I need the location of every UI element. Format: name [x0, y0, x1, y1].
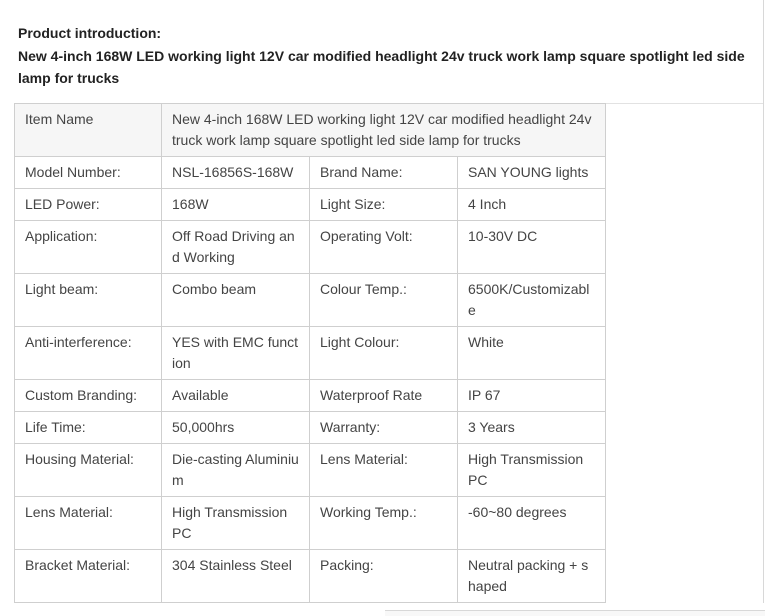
spec-label: Colour Temp.:	[310, 274, 458, 327]
spec-value: -60~80 degrees	[458, 497, 606, 550]
spec-label: Bracket Material:	[15, 550, 162, 603]
spec-value: High Transmission PC	[458, 444, 606, 497]
table-row	[15, 412, 606, 444]
spec-value: 50,000hrs	[162, 412, 310, 444]
spec-value: SAN YOUNG lights	[458, 157, 606, 189]
spec-label: Application:	[15, 221, 162, 274]
spec-value: 4 Inch	[458, 189, 606, 221]
spec-label: Light Colour:	[310, 327, 458, 380]
spec-value: IP 67	[458, 380, 606, 412]
spec-label: Lens Material:	[15, 497, 162, 550]
spec-value: 6500K/Customizable	[458, 274, 606, 327]
table-top-rule	[605, 103, 763, 105]
spec-label: Packing:	[310, 550, 458, 603]
product-title: New 4-inch 168W LED working light 12V car modified headlight 24v truck work lamp square spotlight led side lamp for trucks	[18, 48, 745, 86]
table-row	[15, 497, 606, 550]
table-row	[15, 221, 606, 274]
spec-label: Light beam:	[15, 274, 162, 327]
spec-label: Life Time:	[15, 412, 162, 444]
intro-label: Product introduction:	[18, 25, 162, 41]
spec-label: Housing Material:	[15, 444, 162, 497]
spec-value: YES with EMC function	[162, 327, 310, 380]
spec-value: High Transmission PC	[162, 497, 310, 550]
spec-value: NSL-16856S-168W	[162, 157, 310, 189]
spec-label: Anti-interference:	[15, 327, 162, 380]
table-row	[15, 327, 606, 380]
spec-table	[14, 103, 606, 603]
table-row	[15, 189, 606, 221]
spec-value: 168W	[162, 189, 310, 221]
spec-value: Combo beam	[162, 274, 310, 327]
spec-value: White	[458, 327, 606, 380]
item-name-value: New 4-inch 168W LED working light 12V car modified headlight 24v truck work lamp square spotlight led side lamp for trucks	[162, 104, 606, 157]
spec-value: 3 Years	[458, 412, 606, 444]
table-row	[15, 157, 606, 189]
table-row	[15, 380, 606, 412]
spec-label: Light Size:	[310, 189, 458, 221]
spec-value: Die-casting Aluminium	[162, 444, 310, 497]
spec-value: Available	[162, 380, 310, 412]
item-name-label: Item Name	[15, 104, 162, 157]
table-row	[15, 104, 606, 157]
spec-label: Warranty:	[310, 412, 458, 444]
spec-label: Custom Branding:	[15, 380, 162, 412]
spec-label: Brand Name:	[310, 157, 458, 189]
spec-label: Operating Volt:	[310, 221, 458, 274]
spec-label: LED Power:	[15, 189, 162, 221]
spec-label: Working Temp.:	[310, 497, 458, 550]
table-row	[15, 444, 606, 497]
spec-label: Lens Material:	[310, 444, 458, 497]
spec-value: Neutral packing + shaped	[458, 550, 606, 603]
product-introduction	[18, 22, 753, 89]
spec-label: Model Number:	[15, 157, 162, 189]
spec-value: Off Road Driving and Working	[162, 221, 310, 274]
spec-label: Waterproof Rate	[310, 380, 458, 412]
bottom-panel-edge	[385, 610, 765, 616]
table-row	[15, 274, 606, 327]
spec-value: 304 Stainless Steel	[162, 550, 310, 603]
table-row	[15, 550, 606, 603]
spec-value: 10-30V DC	[458, 221, 606, 274]
